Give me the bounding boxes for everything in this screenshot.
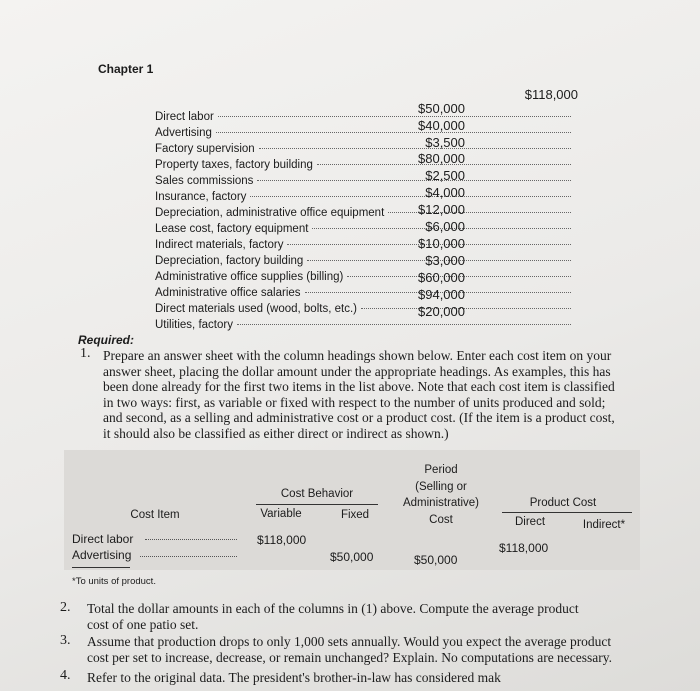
cost-item-amount: $20,000 (418, 304, 465, 319)
cost-item (155, 111, 575, 127)
cost-item-label: Factory supervision (155, 143, 255, 155)
cost-item-label: Indirect materials, factory (155, 239, 284, 251)
header-cost-item: Cost Item (130, 509, 180, 521)
cost-item-amount: $4,000 (425, 185, 465, 200)
footnote: *To units of product. (72, 576, 156, 587)
item-line: cost of one patio set. (87, 616, 199, 632)
cell-direct: $118,000 (499, 541, 549, 555)
cost-item-label: Administrative office salaries (155, 287, 301, 299)
header-product-cost: Product Cost (529, 497, 597, 509)
header-period: (Selling or (415, 481, 467, 493)
cost-item (155, 175, 575, 191)
cost-item (155, 255, 575, 271)
item-line: and second, as a selling and administrative cost or a product cost. (If the item is a product cost, (103, 410, 615, 425)
item-text (87, 601, 647, 632)
chapter-label: Chapter 1 (98, 62, 154, 76)
cell-variable: $118,000 (257, 533, 307, 547)
item-line: it should also be classified as either direct or indirect as shown.) (103, 425, 449, 441)
item-number: 1. (80, 346, 91, 361)
cost-item-label: Lease cost, factory equipment (155, 223, 309, 235)
item-line: Refer to the original data. The president's brother-in-law has considered mak (87, 670, 501, 685)
cell-fixed: $50,000 (330, 550, 374, 564)
cost-item (155, 319, 575, 335)
cost-item-label: Direct labor (155, 111, 214, 123)
header-period: Administrative) (402, 497, 480, 509)
item-line: been done already for the first two items in the list above. Note that each cost item is classified (103, 379, 615, 394)
item-number: 4. (60, 668, 71, 683)
cost-item (155, 207, 575, 223)
cost-item-amount: $3,000 (425, 253, 465, 268)
item-text (87, 670, 647, 686)
item-line: Total the dollar amounts in each of the columns in (1) above. Compute the average product (87, 601, 579, 616)
cost-item (155, 271, 575, 287)
table-row-label: Advertising (72, 548, 132, 562)
cost-item (155, 127, 575, 143)
cost-item-amount: $12,000 (418, 202, 465, 217)
cost-item-amount: $80,000 (418, 151, 465, 166)
cost-item-label: Insurance, factory (155, 191, 247, 203)
required-heading: Required: (78, 333, 135, 347)
cost-item (155, 143, 575, 159)
cost-item-label: Administrative office supplies (billing) (155, 271, 344, 283)
cost-item-label: Property taxes, factory building (155, 159, 313, 171)
table-row-label: Direct labor (72, 532, 134, 546)
cost-item (155, 239, 575, 255)
cost-item-label: Direct materials used (wood, bolts, etc.) (155, 303, 357, 315)
cost-item (155, 159, 575, 175)
header-period: Period (424, 464, 458, 476)
header-cost-behavior: Cost Behavior (280, 488, 354, 500)
cost-item-amount: $10,000 (418, 236, 465, 251)
item-number: 3. (60, 633, 71, 648)
item-number: 2. (60, 600, 71, 615)
cell-period: $50,000 (414, 553, 458, 567)
cost-item-label: Sales commissions (155, 175, 254, 187)
cost-item (155, 303, 575, 319)
cost-item-label: Utilities, factory (155, 319, 233, 331)
cost-item-amount: $60,000 (418, 270, 465, 285)
cost-item-amount: $3,500 (425, 135, 465, 150)
item-line: Prepare an answer sheet with the column headings shown below. Enter each cost item on your (103, 348, 612, 363)
header-indirect: Indirect* (582, 519, 626, 531)
item-line: answer sheet, placing the dollar amount under the appropriate headings. As examples, this has (103, 363, 611, 379)
item-line: in two ways: first, as variable or fixed with respect to the number of units produced and sold; (103, 394, 606, 410)
top-amount: $118,000 (524, 87, 578, 102)
header-variable: Variable (260, 508, 302, 520)
header-period: Cost (429, 514, 453, 526)
cost-item-amount: $2,500 (425, 168, 465, 183)
cost-item-amount: $40,000 (418, 118, 465, 133)
header-fixed: Fixed (340, 509, 370, 521)
cost-item-label: Advertising (155, 127, 212, 139)
item-text (87, 634, 657, 665)
item-line: Assume that production drops to only 1,000 sets annually. Would you expect the average product (87, 634, 612, 649)
cost-item-label: Depreciation, factory building (155, 255, 304, 267)
cost-item-amount: $94,000 (418, 287, 465, 302)
cost-item (155, 287, 575, 303)
header-direct: Direct (514, 516, 546, 528)
item-line: cost per set to increase, decrease, or remain unchanged? Explain. No computations are necessary. (87, 649, 613, 665)
cost-item (155, 191, 575, 207)
cost-item-label: Depreciation, administrative office equipment (155, 207, 385, 219)
cost-item-amount: $6,000 (425, 219, 465, 234)
cost-item-amount: $50,000 (418, 101, 465, 116)
item-text (103, 348, 643, 441)
cost-item (155, 223, 575, 239)
